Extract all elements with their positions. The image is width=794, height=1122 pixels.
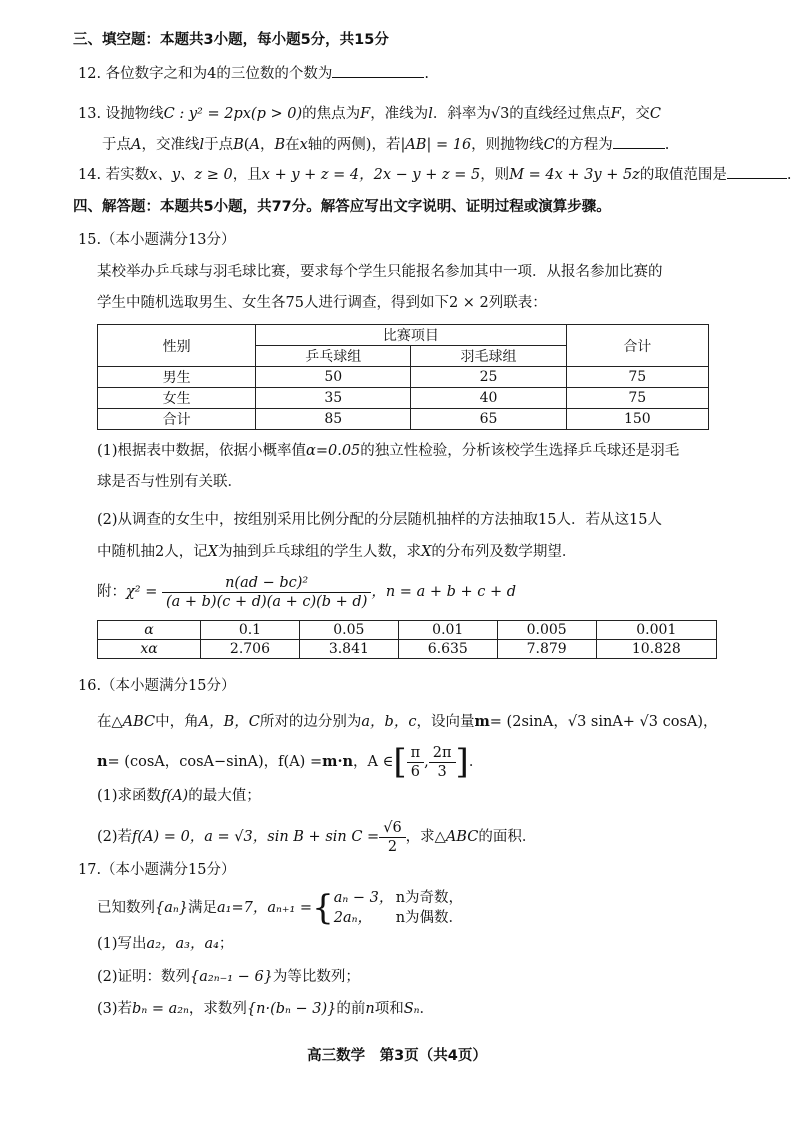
q13-math: A — [131, 137, 142, 153]
q17-text: ． — [419, 1001, 435, 1017]
q16-sub-1 — [97, 786, 261, 806]
row-label: 女生 — [98, 388, 256, 409]
q17-text: 已知数列 — [97, 900, 155, 916]
alpha-cell: 0.005 — [497, 621, 596, 640]
case-2-expr: 2aₙ， — [333, 910, 372, 926]
x-alpha-cell: 10.828 — [596, 640, 716, 659]
row-label: 男生 — [98, 367, 256, 388]
q17-text: (1)写出 — [97, 936, 147, 952]
q16-fraction — [379, 819, 405, 856]
q16-heading: 16.（本小题满分15分） — [78, 678, 236, 694]
table-row — [98, 388, 709, 409]
q17-text: ； — [218, 936, 234, 952]
question-12: 12. 各位数字之和为4的三位数的个数为 . — [78, 63, 429, 84]
cell-total: 75 — [566, 367, 708, 388]
interval-lower — [407, 744, 425, 781]
q16-math: ABC — [445, 829, 479, 845]
answer-blank — [613, 134, 665, 149]
alpha-label: α — [98, 621, 201, 640]
cell-total: 150 — [566, 409, 708, 430]
q15-text: 的独立性检验，分析该校学生选择乒乓球还是羽毛 — [360, 443, 680, 459]
q17-text: 满足 — [187, 900, 217, 916]
question-13-line-1 — [78, 104, 661, 124]
q13-math: x — [299, 137, 308, 153]
q13-math: C — [543, 137, 555, 153]
q17-math: {a₂ₙ₋₁ − 6} — [190, 969, 273, 985]
case-2-cond: n为偶数． — [395, 910, 464, 926]
question-14: 14. 若实数x、y、z ≥ 0，且x + y + z = 4，2x − y + z = 5，则M = 4x + 3y + 5z的取值范围是 . — [78, 164, 791, 185]
q17-text: (2)证明：数列 — [97, 969, 191, 985]
x-alpha-cell: 7.879 — [497, 640, 596, 659]
formula-label: 附： — [97, 584, 126, 600]
q16-math: = (cosA，cosA−sinA)，f(A) = — [107, 754, 323, 770]
q14-math: x + y + z = 4，2x − y + z = 5 — [261, 167, 481, 183]
interval-bracket: [ — [393, 742, 407, 782]
q16-text: (2)若 — [97, 829, 133, 845]
fraction-denominator: 2 — [387, 838, 398, 855]
case-1-cond: n为奇数， — [395, 890, 464, 906]
q13-math: B — [274, 137, 286, 153]
q16-sub-2 — [97, 815, 536, 859]
fraction-numerator: π — [407, 744, 425, 763]
q17-math: bₙ = a₂ₙ — [132, 1001, 189, 1017]
q15-math: X — [421, 544, 432, 560]
q15-math: X — [207, 544, 219, 560]
q14-text: 14. 若实数 — [78, 167, 150, 183]
cases-brace: { — [312, 888, 334, 928]
alpha-cell: 0.1 — [201, 621, 300, 640]
x-alpha-cell: 6.635 — [398, 640, 497, 659]
q16-math: ABC — [122, 714, 156, 730]
formula-fraction — [162, 574, 371, 611]
q13-math: C : y² = 2px(p > 0) — [163, 106, 303, 122]
q15-math: α=0.05 — [306, 443, 361, 459]
cell-badminton: 25 — [411, 367, 566, 388]
q17-math: a₂，a₃，a₄ — [146, 936, 219, 952]
interval-upper — [429, 744, 456, 781]
q13-math: l — [199, 137, 205, 153]
cell-total: 75 — [566, 388, 708, 409]
question-13-line-2: 于点A，交准线l于点B(A，B在x轴的两侧)，若|AB| = 16，则抛物线C的方程为 . — [102, 134, 669, 155]
cell-badminton: 65 — [411, 409, 566, 430]
q16-text: (1)求函数 — [97, 788, 162, 804]
q17-text: 的前 — [336, 1001, 366, 1017]
answer-blank — [727, 164, 787, 179]
q13-text: ，交 — [620, 106, 650, 122]
q15-text: (1)根据表中数据，依据小概率值 — [97, 443, 307, 459]
q17-text: 项和 — [374, 1001, 404, 1017]
fraction-numerator: 2π — [429, 744, 456, 763]
q13-text: ( — [243, 137, 250, 153]
q13-math: B — [233, 137, 244, 153]
q13-text: 在 — [285, 137, 300, 153]
q13-math: |AB| = 16 — [400, 137, 472, 153]
x-alpha-cell: 3.841 — [299, 640, 398, 659]
chi-square-formula — [97, 572, 516, 612]
table-row — [98, 367, 709, 388]
section-4-title: 四、解答题：本题共5小题，共77分。解答应写出文字说明、证明过程或演算步骤。 — [73, 199, 611, 215]
q16-math: ，A ∈ — [353, 754, 394, 770]
q17-math: a₁=7，aₙ₊₁ = — [216, 900, 313, 916]
q16-line-2: n= (cosA，cosA−sinA)，f(A) =m·n，A ∈[ $\frac{\pi}{6}$ , $\frac{2\pi}{3}$ ]． — [97, 742, 484, 782]
q14-math: M = 4x + 3y + 5z — [509, 167, 640, 183]
piecewise-cases — [334, 888, 463, 928]
q17-text: (3)若 — [97, 1001, 133, 1017]
critical-value-table — [97, 620, 717, 659]
case-1-expr: aₙ − 3， — [333, 890, 394, 906]
section-3-title: 三、填空题：本题共3小题，每小题5分，共15分 — [73, 32, 389, 48]
q14-text: ，则 — [480, 167, 510, 183]
q17-math: {aₙ} — [155, 900, 188, 916]
q15-sub-2-line-1: (2)从调查的女生中，按组别采用比例分配的分层随机抽样的方法抽取15人．若从这15人 — [97, 512, 662, 528]
header-event: 比赛项目 — [256, 325, 566, 346]
q15-text: 为抽到乒乓球组的学生人数，求 — [218, 544, 422, 560]
formula-denominator: (a + b)(c + d)(a + c)(b + d) — [165, 593, 368, 610]
q16-line-1 — [97, 712, 718, 732]
header-pingpong: 乒乓球组 — [256, 346, 411, 367]
q16-math: a，b，c — [361, 714, 417, 730]
q15-text: 中随机抽2人，记 — [97, 544, 208, 560]
alpha-cell: 0.001 — [596, 621, 716, 640]
q17-math: n — [365, 1001, 375, 1017]
contingency-table — [97, 324, 709, 430]
header-total: 合计 — [566, 325, 708, 367]
interval-bracket: ] — [455, 742, 469, 782]
alpha-cell: 0.01 — [398, 621, 497, 640]
q16-text: ，求△ — [405, 829, 446, 845]
q16-text: ． — [468, 754, 484, 770]
q16-math: f(A) — [161, 788, 189, 804]
q14-math: x、y、z ≥ 0 — [149, 167, 233, 183]
fraction-numerator: √6 — [379, 819, 405, 838]
q13-text: ，准线为 — [370, 106, 429, 122]
q13-text: 于点 — [204, 137, 234, 153]
q13-text: 于点 — [102, 137, 131, 153]
formula-lhs: χ² = — [126, 584, 158, 600]
formula-numerator: n(ad − bc)² — [162, 574, 371, 593]
cell-pingpong: 50 — [256, 367, 411, 388]
q15-sub-1-line-1 — [97, 441, 679, 461]
q16-text: 的面积． — [478, 829, 537, 845]
q15-sub-1-line-2: 球是否与性别有关联． — [97, 474, 242, 490]
q13-text: 的方程为 — [554, 137, 613, 153]
q15-text: 的分布列及数学期望． — [431, 544, 577, 560]
q13-math: F — [360, 106, 371, 122]
q15-paragraph-2: 学生中随机选取男生、女生各75人进行调查，得到如下2 × 2列联表： — [97, 295, 547, 311]
q17-heading: 17.（本小题满分15分） — [78, 862, 236, 878]
q16-text: 中，角 — [155, 714, 199, 730]
dot-product: m·n — [322, 753, 354, 770]
header-gender: 性别 — [98, 325, 256, 367]
q13-text: 的直线经过焦点 — [509, 106, 611, 122]
q17-line-1 — [97, 885, 463, 931]
page-footer: 高三数学 第3页（共4页） — [307, 1048, 487, 1064]
vector-n: n — [97, 753, 108, 770]
q14-text: ，且 — [232, 167, 262, 183]
row-label: 合计 — [98, 409, 256, 430]
q13-math: l — [428, 106, 433, 122]
q15-paragraph-1: 某校举办乒乓球与羽毛球比赛，要求每个学生只能报名参加其中一项．从报名参加比赛的 — [97, 264, 663, 280]
table-row — [98, 409, 709, 430]
alpha-cell: 0.05 — [299, 621, 398, 640]
fraction-denominator: 6 — [410, 763, 421, 780]
cell-pingpong: 85 — [256, 409, 411, 430]
q15-sub-2-line-2 — [97, 542, 576, 562]
q16-text: 的最大值； — [188, 788, 261, 804]
q16-text: ，设向量 — [416, 714, 475, 730]
q17-sub-3 — [97, 999, 434, 1019]
q16-math: A，B，C — [198, 714, 260, 730]
formula-n-def: ，n = a + b + c + d — [371, 584, 516, 600]
q17-sub-2 — [97, 967, 360, 987]
fraction-denominator: 3 — [437, 763, 447, 780]
q16-math: = (2sinA，√3 sinA+ √3 cosA)， — [489, 714, 718, 730]
q17-sub-1 — [97, 934, 233, 954]
q16-text: 所对的边分别为 — [259, 714, 362, 730]
q12-text: 12. 各位数字之和为4的三位数的个数为 — [78, 66, 333, 82]
q13-math: A — [249, 137, 260, 153]
q13-text: ，则抛物线 — [471, 137, 544, 153]
x-alpha-cell: 2.706 — [201, 640, 300, 659]
q13-math: √3 — [490, 106, 510, 122]
q16-math: f(A) = 0，a = √3，sin B + sin C = — [132, 829, 380, 845]
q13-text: ，交准线 — [141, 137, 200, 153]
answer-blank — [332, 63, 424, 78]
cell-pingpong: 35 — [256, 388, 411, 409]
q17-text: 为等比数列； — [272, 969, 360, 985]
q13-text: ， — [259, 137, 275, 153]
q13-math: F — [610, 106, 621, 122]
vector-m: m — [474, 713, 490, 730]
q13-text: 轴的两侧)，若 — [307, 137, 401, 153]
q15-heading: 15.（本小题满分13分） — [78, 232, 236, 248]
cell-badminton: 40 — [411, 388, 566, 409]
q17-text: ，求数列 — [188, 1001, 247, 1017]
q14-text: 的取值范围是 — [639, 167, 727, 183]
header-badminton: 羽毛球组 — [411, 346, 566, 367]
q17-math: Sₙ — [403, 1001, 420, 1017]
x-alpha-label: xα — [98, 640, 201, 659]
q13-math: C — [649, 106, 661, 122]
q13-text: ．斜率为 — [432, 106, 491, 122]
q16-text: 在△ — [97, 714, 123, 730]
q17-math: {n·(bₙ − 3)} — [246, 1001, 337, 1017]
q13-text: 13. 设抛物线 — [78, 106, 164, 122]
q13-text: 的焦点为 — [302, 106, 361, 122]
